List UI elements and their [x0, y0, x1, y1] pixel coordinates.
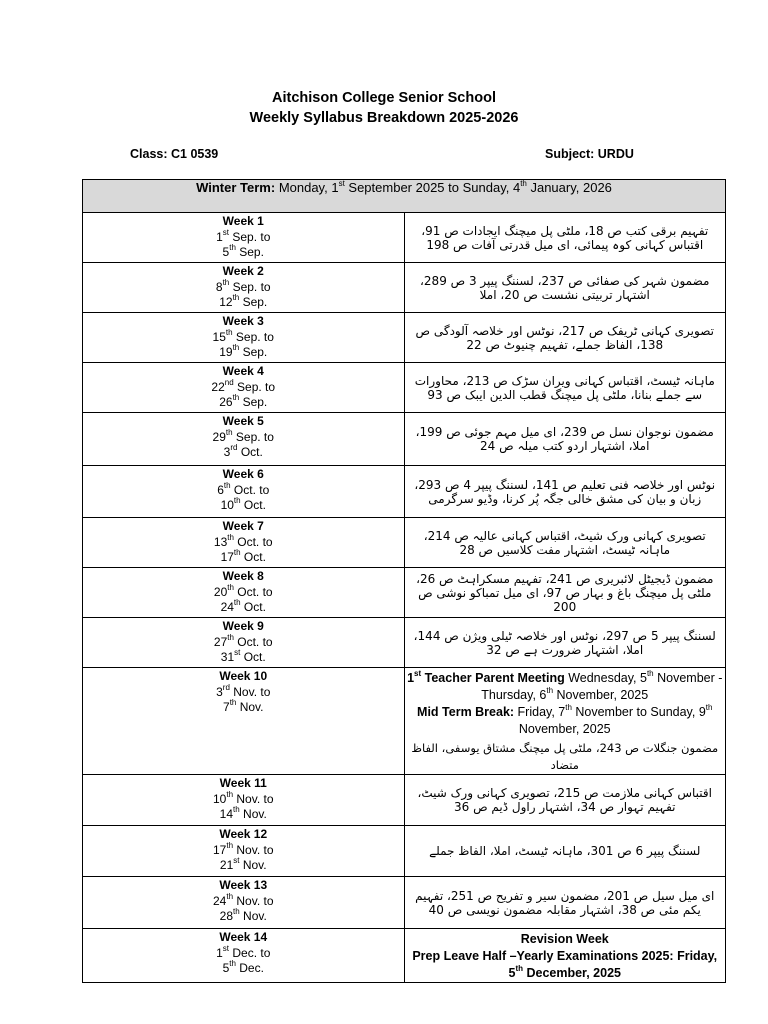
week-cell — [83, 263, 405, 313]
week-row — [83, 313, 726, 363]
week-row — [83, 363, 726, 413]
week-label: Week 3 — [222, 314, 264, 328]
week-label: Week 4 — [222, 364, 264, 378]
revision-line: Revision Week — [520, 932, 609, 946]
week-start: 6th Oct. to — [217, 480, 270, 497]
week-row — [83, 826, 726, 877]
week-row — [83, 668, 726, 775]
term-row — [83, 180, 726, 213]
week-label: Week 11 — [219, 776, 267, 790]
term-sup-a: st — [338, 178, 345, 188]
week-label: Week 5 — [222, 414, 264, 428]
urdu-topics: مضمون شہر کی صفائی ص 237، لسننگ پیپر 3 ص 289، اشتہار تربیتی نشست ص 20، املا — [404, 263, 726, 313]
week-cell — [83, 213, 405, 263]
week-start: 20th Oct. to — [213, 582, 273, 599]
term-text-b: September 2025 to Sunday, 4 — [344, 180, 521, 195]
week-start: 29th Sep. to — [212, 427, 274, 444]
week-label: Week 1 — [222, 214, 264, 228]
midterm-line: Mid Term Break: Friday, 7th November to Sunday, 9th November, 2025 — [417, 702, 713, 736]
week-cell — [83, 518, 405, 568]
week-end: 31st Oct. — [220, 648, 266, 664]
week-row — [83, 929, 726, 983]
week-start: 1st Sep. to — [216, 227, 271, 244]
exam-line: Prep Leave Half –Yearly Examinations 2025: Friday, 5th December, 2025 — [412, 949, 718, 980]
urdu-topics: تصویری کہانی ٹریفک ص 217، نوٹس اور خلاصہ آلودگی ص 138، الفاظ جملے، تفہیم چنیوٹ ص 22 — [404, 313, 726, 363]
syllabus-title: Weekly Syllabus Breakdown 2025-2026 — [249, 110, 519, 126]
week-cell — [83, 826, 405, 877]
week-cell — [83, 618, 405, 668]
term-label: Winter Term: — [196, 180, 276, 195]
week-cell — [83, 668, 405, 775]
urdu-topics: تفہیم برقی کتب ص 18، ملٹی پل میچنگ ایجادات ص 91، اقتباس کہانی کوہ پیمائی، ای میل قدرتی آفات ص 198 — [404, 213, 726, 263]
week-start: 13th Oct. to — [213, 532, 273, 549]
urdu-topics: مضمون جنگلات ص 243، ملٹی پل میچنگ مشتاق یوسفی، الفاظ متضاد — [411, 741, 719, 772]
week-label: Week 13 — [219, 878, 268, 892]
urdu-topics: مضمون نوجوان نسل ص 239، ای میل مہم جوئی ص 199، املا، اشتہار اردو کتب میلہ ص 24 — [404, 413, 726, 466]
week-label: Week 12 — [219, 827, 268, 841]
week-cell — [83, 363, 405, 413]
week-row — [83, 518, 726, 568]
urdu-topics: تصویری کہانی ورک شیٹ، اقتباس کہانی عالیہ ص 214، ماہانہ ٹیسٹ، اشتہار مفت کلاسیں ص 28 — [404, 518, 726, 568]
urdu-topics: لسننگ پیپر 6 ص 301، ماہانہ ٹیسٹ، املا، الفاظ جملے — [404, 826, 726, 877]
week-end: 14th Nov. — [219, 805, 267, 821]
week-end: 10th Oct. — [220, 496, 266, 512]
term-sup-b: th — [520, 178, 527, 188]
term-text-c: January, 2026 — [526, 180, 612, 195]
week-start: 8th Sep. to — [215, 277, 271, 294]
week-label: Week 6 — [222, 467, 264, 481]
class-label: Class: C1 0539 — [130, 147, 219, 161]
topics-cell — [404, 929, 726, 983]
urdu-topics: لسننگ پیپر 5 ص 297، نوٹس اور خلاصہ ٹیلی ویژن ص 144، املا، اشتہار ضرورت ہے ص 32 — [404, 618, 726, 668]
week-label: Week 7 — [222, 519, 264, 533]
urdu-topics: مضمون ڈیجیٹل لائبریری ص 241، تفہیم مسکراہٹ ص 26، ملٹی پل میچنگ باغ و بہار ص 97، ای میل تمباکو نوشی ص 200 — [404, 568, 726, 618]
week-start: 22nd Sep. to — [211, 377, 276, 394]
week-row — [83, 775, 726, 826]
week-row — [83, 466, 726, 518]
week-end: 28th Nov. — [219, 907, 267, 923]
term-cell — [83, 180, 726, 213]
week-end: 19th Sep. — [219, 343, 268, 359]
urdu-topics: نوٹس اور خلاصہ فنی تعلیم ص 141، لسننگ پیپر 4 ص 293، زبان و بیان کی مشق خالی جگہ پُر کرنا، وڈیو سرگرمی — [404, 466, 726, 518]
week-label: Week 8 — [222, 569, 264, 583]
week-end: 26th Sep. — [219, 393, 268, 409]
week-cell — [83, 466, 405, 518]
week-cell — [83, 568, 405, 618]
urdu-topics: ماہانہ ٹیسٹ، اقتباس کہانی ویران سڑک ص 213، محاورات سے جملے بنانا، ملٹی پل میچنگ قطب الدین ایبک ص 93 — [404, 363, 726, 413]
week-start: 24th Nov. to — [213, 891, 274, 908]
week-row — [83, 568, 726, 618]
week-cell — [83, 775, 405, 826]
week-start: 15th Sep. to — [212, 327, 274, 344]
week-label: Week 14 — [219, 930, 268, 944]
week-row — [83, 877, 726, 929]
week-end: 21st Nov. — [219, 856, 267, 872]
week-end: 17th Oct. — [220, 548, 266, 564]
week-cell — [83, 929, 405, 983]
week-label: Week 10 — [219, 669, 268, 683]
week-start: 1st Dec. to — [216, 943, 271, 960]
week-cell — [83, 877, 405, 929]
term-text-a: Monday, 1 — [278, 180, 339, 195]
topics-cell — [404, 668, 726, 775]
urdu-topics: اقتباس کہانی ملازمت ص 215، تصویری کہانی ورک شیٹ، تفہیم تہوار ص 34، اشتہار راول ڈیم ص 36 — [404, 775, 726, 826]
week-row — [83, 413, 726, 466]
week-row — [83, 263, 726, 313]
syllabus-table — [82, 179, 726, 983]
week-end: 5th Dec. — [222, 959, 264, 975]
week-cell — [83, 313, 405, 363]
week-start: 17th Nov. to — [213, 840, 274, 857]
meeting-line: 1st Teacher Parent Meeting Wednesday, 5th November - Thursday, 6th November, 2025 — [407, 668, 723, 702]
week-cell — [83, 413, 405, 466]
week-end: 3rd Oct. — [223, 443, 263, 459]
week-end: 24th Oct. — [220, 598, 266, 614]
week-label: Week 9 — [222, 619, 264, 633]
week-start: 10th Nov. to — [213, 789, 274, 806]
week-end: 7th Nov. — [223, 698, 264, 714]
week-row — [83, 213, 726, 263]
week-end: 12th Sep. — [219, 293, 268, 309]
urdu-topics: ای میل سیل ص 201، مضمون سیر و تفریح ص 251، تفہیم یکم مئی ص 38، اشتہار مقابلہ مضمون نویسی ص 40 — [404, 877, 726, 929]
week-end: 5th Sep. — [222, 243, 264, 259]
week-start: 3rd Nov. to — [216, 682, 271, 699]
week-row — [83, 618, 726, 668]
week-label: Week 2 — [222, 264, 264, 278]
subject-label: Subject: URDU — [545, 147, 634, 161]
school-title: Aitchison College Senior School — [272, 90, 496, 106]
week-start: 27th Oct. to — [213, 632, 273, 649]
